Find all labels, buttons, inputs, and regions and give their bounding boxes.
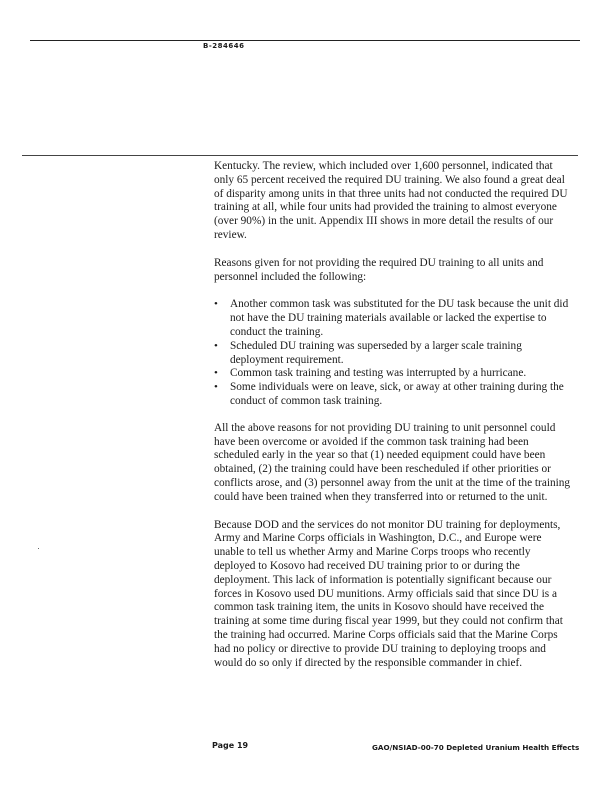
reasons-list	[214, 298, 574, 408]
header-rule	[30, 40, 580, 41]
paragraph-kosovo: Because DOD and the services do not monitor DU training for deployments, Army and Marine Corps officials in Washington, D.C., and Europe were unable to tell us whether Army and Marine Corps troops who recently deployed to Kosovo had received DU training prior to or during the deployment. This lack of information is potentially significant because our forces in Kosovo used DU munitions. Army officials said that since DU is a common task training item, the units in Kosovo should have received the training at some time during fiscal year 1999, but they could not confirm that the training had occurred. Marine Corps officials said that the Marine Corps had no policy or directive to provide DU training to deploying troops and would do so only if directed by the responsible commander in chief.	[214, 518, 563, 669]
page-number: Page 19	[212, 741, 249, 750]
paragraph-overcome: All the above reasons for not providing DU training to unit personnel could have been overcome or avoided if the common task training had been scheduled early in the year so that (1) needed equipment could have been obtained, (2) the training could have been rescheduled if other priorities or conflicts arose, and (3) personnel away from the unit at the time of the training could have been trained when they transferred into or returned to the unit.	[214, 421, 571, 503]
scan-speck	[38, 548, 39, 549]
body-text	[214, 160, 574, 684]
document-id: B-284646	[203, 42, 245, 50]
list-item: • Some individuals were on leave, sick, or away at other training during the conduct of common task training.	[214, 381, 574, 409]
list-item: • Another common task was substituted for the DU task because the unit did not have the DU training materials available or lacked the expertise to conduct the training.	[214, 298, 574, 339]
paragraph-reasons-intro: Reasons given for not providing the required DU training to all units and personnel included the following:	[214, 256, 544, 283]
list-item: • Scheduled DU training was superseded by a larger scale training deployment requirement.	[214, 340, 574, 368]
paragraph-review-results: Kentucky. The review, which included over 1,600 personnel, indicated that only 65 percent received the required DU training. We also found a great deal of disparity among units in that three units had not conducted the required DU training at all, while four units had provided the training to almost everyone (over 90%) in the unit. Appendix III shows in more detail the results of our review.	[214, 160, 568, 241]
list-item: • Common task training and testing was interrupted by a hurricane.	[214, 367, 574, 381]
report-title: GAO/NSIAD-00-70 Depleted Uranium Health Effects	[372, 743, 580, 752]
section-rule	[22, 155, 578, 156]
